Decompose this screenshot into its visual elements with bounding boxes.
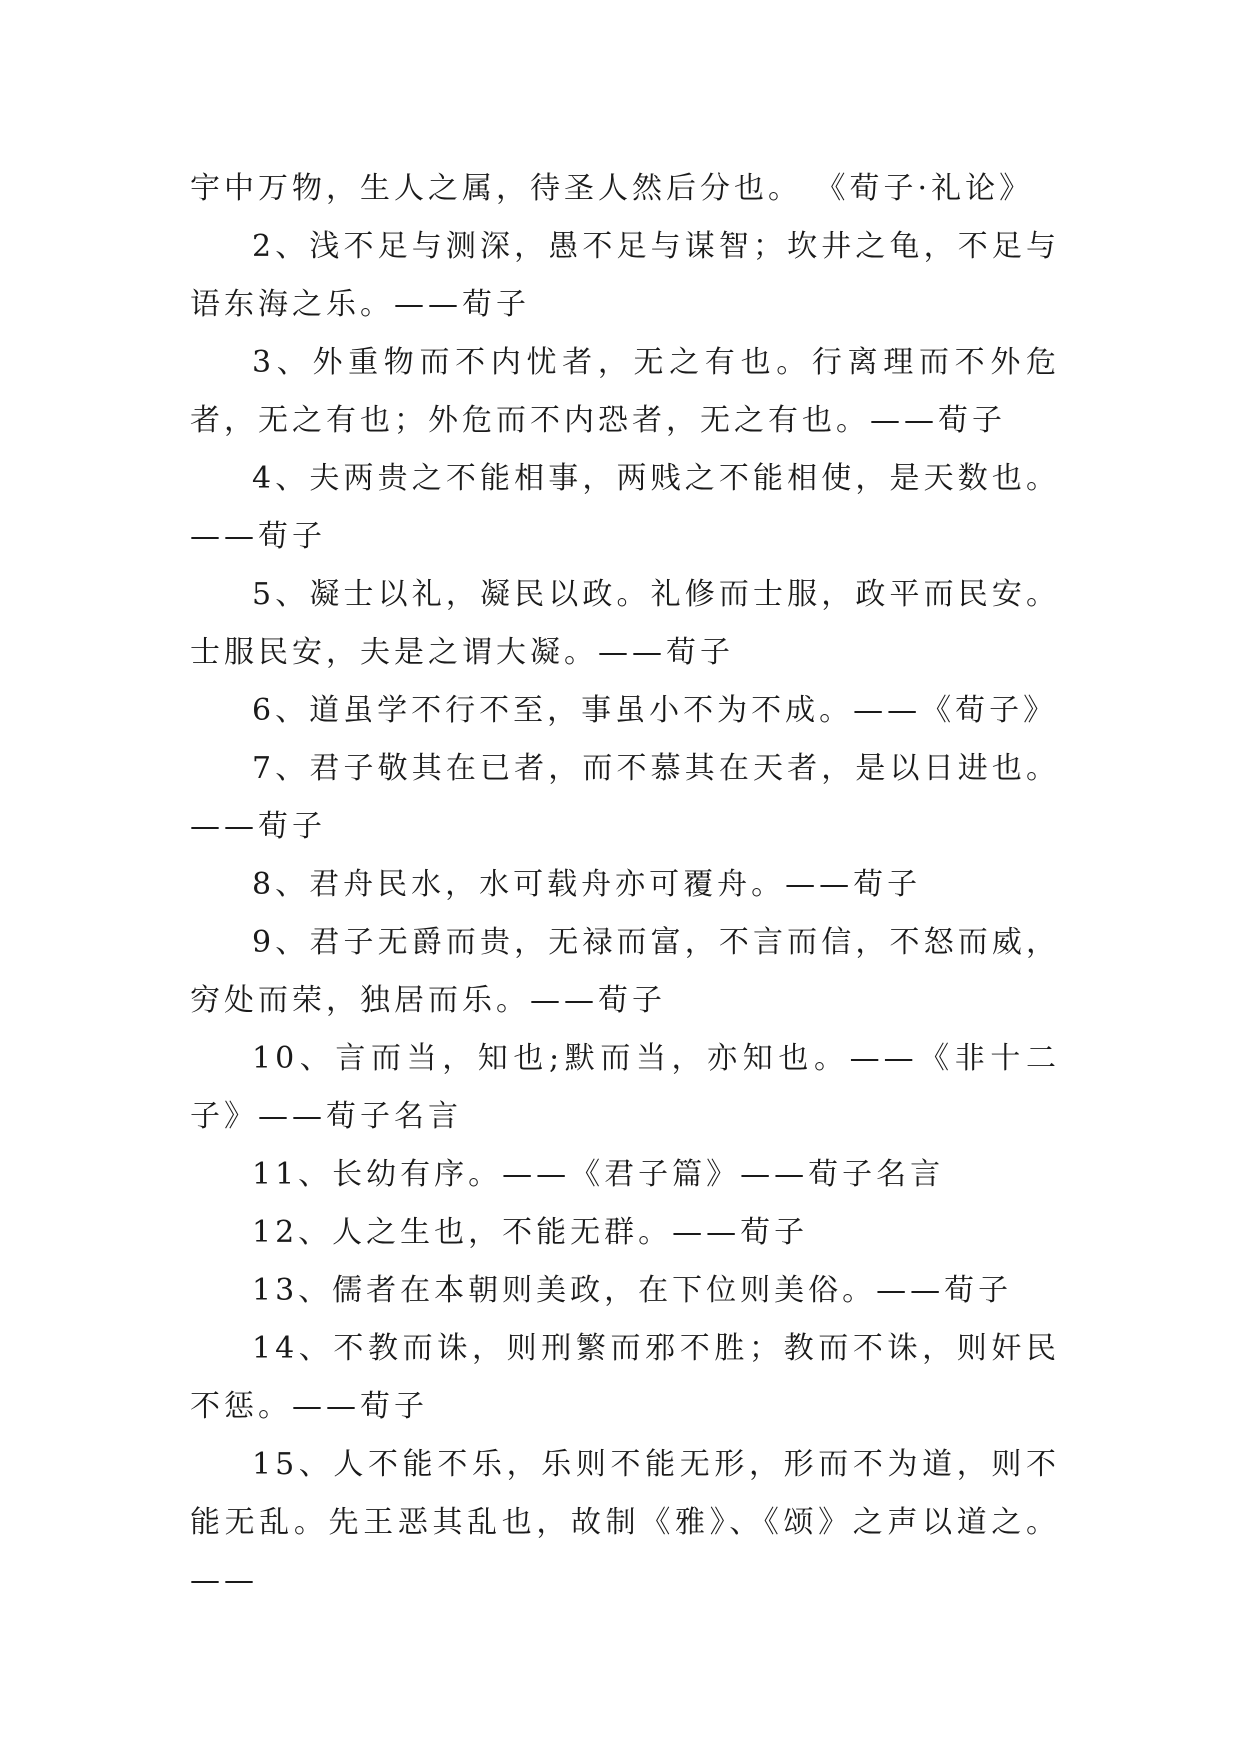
quote-item-7: 7、君子敬其在已者，而不慕其在天者，是以日进也。——荀子 (190, 751, 1060, 844)
quote-item-8: 8、君舟民水，水可载舟亦可覆舟。——荀子 (252, 867, 922, 902)
quote-continuation: 宇中万物，生人之属，待圣人然后分也。 《荀子·礼论》 (190, 171, 1034, 206)
quote-item-14: 14、不教而诛，则刑繁而邪不胜；教而不诛，则奸民不惩。——荀子 (190, 1331, 1060, 1424)
quote-item-3: 3、外重物而不内忧者，无之有也。行离理而不外危者，无之有也；外危而不内恐者，无之有也。——荀子 (190, 345, 1060, 438)
quote-item-15: 15、人不能不乐，乐则不能无形，形而不为道，则不能无乱。先王恶其乱也，故制《雅》、《颂》之声以道之。—— (190, 1447, 1060, 1598)
quote-item-2: 2、浅不足与测深，愚不足与谋智；坎井之龟，不足与语东海之乐。——荀子 (190, 229, 1060, 322)
quote-item-11: 11、长幼有序。——《君子篇》——荀子名言 (252, 1157, 945, 1192)
quote-item-4: 4、夫两贵之不能相事，两贱之不能相使，是天数也。——荀子 (190, 461, 1060, 554)
quote-item-13: 13、儒者在本朝则美政，在下位则美俗。——荀子 (252, 1273, 1013, 1308)
quote-item-5: 5、凝士以礼，凝民以政。礼修而士服，政平而民安。士服民安，夫是之谓大凝。——荀子 (190, 577, 1060, 670)
quote-item-9: 9、君子无爵而贵，无禄而富，不言而信，不怒而威，穷处而荣，独居而乐。——荀子 (190, 925, 1060, 1018)
quote-item-10: 10、言而当，知也;默而当，亦知也。——《非十二子》——荀子名言 (190, 1041, 1060, 1134)
document-body (190, 160, 1060, 1610)
quote-item-6: 6、道虽学不行不至，事虽小不为不成。——《荀子》 (252, 693, 1058, 728)
quote-item-12: 12、人之生也，不能无群。——荀子 (252, 1215, 809, 1250)
